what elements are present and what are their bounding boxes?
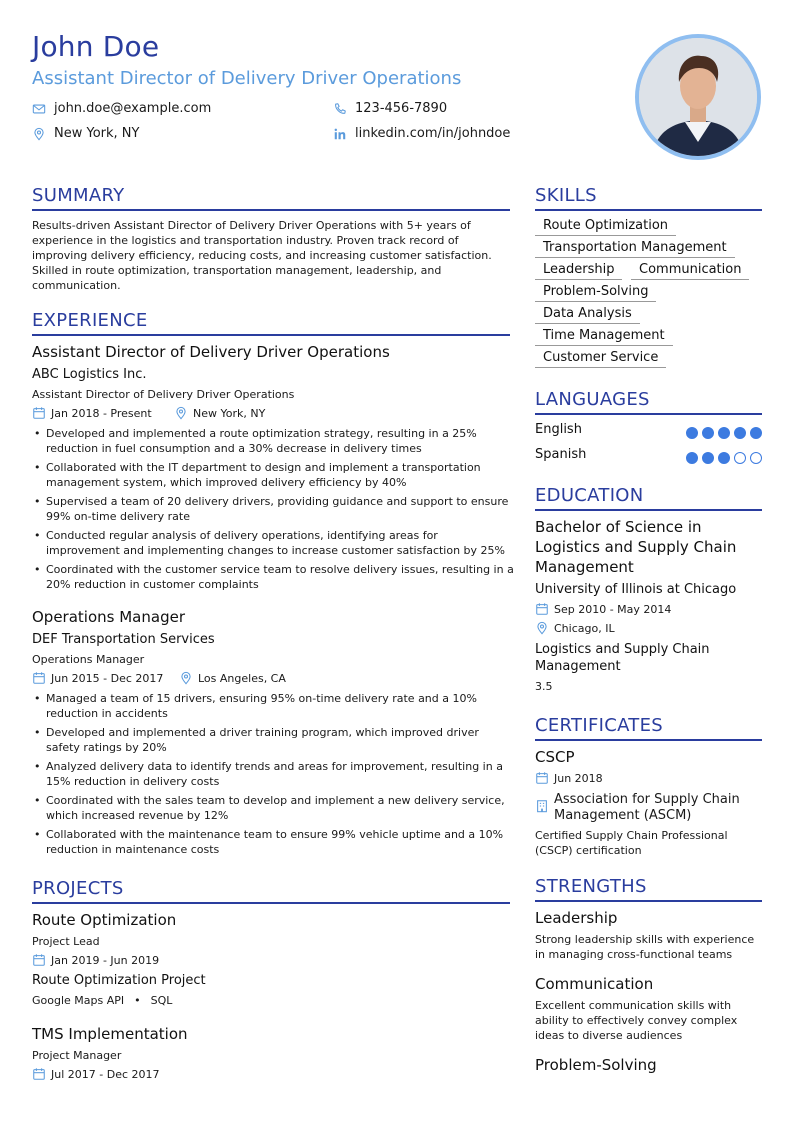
strength-desc: Excellent communication skills with ability to effectively convey complex ideas to diverse audiences	[535, 999, 738, 1042]
tool-separator: •	[134, 994, 141, 1007]
job-title: Assistant Director of Delivery Driver Operations	[32, 343, 390, 361]
projects-heading: PROJECTS	[32, 878, 510, 904]
strength-desc: Strong leadership skills with experience in managing cross-functional teams	[535, 933, 755, 961]
strength-title: Problem-Solving	[535, 1056, 657, 1074]
skills-heading: SKILLS	[535, 185, 762, 211]
map-pin-icon	[179, 671, 193, 685]
job-position: Operations Manager	[32, 653, 145, 666]
job-dates	[32, 671, 163, 685]
certificate-name: CSCP	[535, 748, 575, 766]
job-dates-text: Jan 2018 - Present	[51, 406, 152, 420]
bullet-item: • Developed and implemented a driver training program, which improved driver safety ratings by 20%	[32, 725, 514, 755]
calendar-icon	[535, 602, 549, 616]
project-dates	[32, 1067, 160, 1081]
linkedin-icon	[333, 127, 347, 141]
rating-dot	[734, 427, 746, 439]
phone-contact[interactable]	[333, 101, 447, 116]
bullet-item: • Analyzed delivery data to identify trends and areas for improvement, resulting in a 15% reduction in delivery costs	[32, 759, 514, 789]
project-title: Route Optimization	[32, 911, 177, 929]
project-tool: SQL	[150, 994, 173, 1007]
education-location	[535, 621, 615, 635]
certificate-issuer	[535, 792, 759, 824]
project-role: Project Manager	[32, 1049, 122, 1062]
certificate-date	[535, 771, 603, 785]
location-contact	[32, 126, 139, 141]
calendar-icon	[32, 953, 46, 967]
project-dates-text: Jan 2019 - Jun 2019	[51, 953, 160, 967]
bullet-item: • Collaborated with the maintenance team to ensure 99% vehicle uptime and a 10% reduction in maintenance costs	[32, 827, 514, 857]
job-location	[174, 406, 265, 420]
job-location-text: New York, NY	[193, 406, 266, 420]
job-location	[179, 671, 286, 685]
job-position: Assistant Director of Delivery Driver Operations	[32, 388, 295, 401]
certificate-issuer-text: Association for Supply Chain Management (ASCM)	[554, 792, 740, 823]
skill-tag: Customer Service	[535, 350, 666, 368]
project-title: TMS Implementation	[32, 1025, 188, 1043]
education-dates-text: Sep 2010 - May 2014	[554, 602, 672, 616]
rating-dot	[734, 452, 746, 464]
rating-dot	[702, 427, 714, 439]
project-subtitle: Route Optimization Project	[32, 973, 206, 988]
summary-text: Results-driven Assistant Director of Delivery Driver Operations with 5+ years of experience in the logistics and transportation industry. Proven track record of improving delivery efficiency, reducing costs, and increasing customer satisfaction. Skilled in route optimization, transportation management, leadership, and communication.	[32, 219, 492, 292]
strengths-heading: STRENGTHS	[535, 876, 762, 902]
languages-heading: LANGUAGES	[535, 389, 762, 415]
project-dates	[32, 953, 159, 967]
certificate-date-text: Jun 2018	[554, 771, 603, 785]
education-gpa: 3.5	[535, 680, 553, 693]
education-field: Logistics and Supply Chain Management	[535, 642, 710, 674]
rating-dot	[718, 452, 730, 464]
email-contact[interactable]	[32, 101, 211, 116]
language-rating	[686, 452, 762, 464]
project-tools	[32, 993, 172, 1008]
bullet-item: • Coordinated with the customer service team to resolve delivery issues, resulting in a 20% reduction in customer complaints	[32, 562, 514, 592]
skill-tag: Leadership	[535, 262, 622, 280]
job-company: DEF Transportation Services	[32, 632, 215, 647]
job-dates	[32, 406, 152, 420]
strength-title: Leadership	[535, 909, 618, 927]
candidate-name: John Doe	[32, 30, 160, 63]
rating-dot	[702, 452, 714, 464]
bullet-item: • Coordinated with the sales team to develop and implement a new delivery service, which increased revenue by 12%	[32, 793, 514, 823]
calendar-icon	[32, 671, 46, 685]
location-text: New York, NY	[54, 126, 140, 141]
job-location-text: Los Angeles, CA	[198, 671, 286, 685]
rating-dot	[750, 452, 762, 464]
job-bullets	[32, 691, 514, 861]
language-name: Spanish	[535, 447, 587, 462]
rating-dot	[686, 427, 698, 439]
language-rating	[686, 427, 762, 439]
project-tool: Google Maps API	[32, 994, 125, 1007]
project-dates-text: Jul 2017 - Dec 2017	[51, 1067, 160, 1081]
phone-icon	[333, 102, 347, 116]
skill-tag: Communication	[631, 262, 749, 280]
strength-title: Communication	[535, 975, 654, 993]
education-heading: EDUCATION	[535, 485, 762, 511]
map-pin-icon	[174, 406, 188, 420]
job-bullets	[32, 426, 514, 596]
job-dates-text: Jun 2015 - Dec 2017	[51, 671, 164, 685]
calendar-icon	[535, 771, 549, 785]
building-icon	[535, 799, 549, 813]
map-pin-icon	[535, 621, 549, 635]
profile-photo	[635, 34, 761, 160]
language-name: English	[535, 422, 582, 437]
rating-dot	[718, 427, 730, 439]
education-dates	[535, 602, 671, 616]
summary-heading: SUMMARY	[32, 185, 510, 211]
skill-tag: Data Analysis	[535, 306, 640, 324]
rating-dot	[686, 452, 698, 464]
project-role: Project Lead	[32, 935, 100, 948]
education-school: University of Illinois at Chicago	[535, 582, 737, 597]
linkedin-contact[interactable]	[333, 126, 510, 141]
candidate-title: Assistant Director of Delivery Driver Operations	[32, 68, 462, 89]
job-title: Operations Manager	[32, 608, 185, 626]
skill-tag: Transportation Management	[535, 240, 735, 258]
bullet-item: • Supervised a team of 20 delivery drivers, providing guidance and support to ensure 99% on-time delivery rate	[32, 494, 514, 524]
envelope-icon	[32, 102, 46, 116]
linkedin-text[interactable]: linkedin.com/in/johndoe	[355, 126, 511, 141]
calendar-icon	[32, 406, 46, 420]
calendar-icon	[32, 1067, 46, 1081]
certificate-description: Certified Supply Chain Professional (CSCP) certification	[535, 829, 728, 857]
bullet-item: • Developed and implemented a route optimization strategy, resulting in a 25% reduction in fuel consumption and a 30% decrease in delivery times	[32, 426, 514, 456]
map-pin-icon	[32, 127, 46, 141]
bullet-item: • Collaborated with the IT department to design and implement a transportation management system, which improved delivery efficiency by 40%	[32, 460, 514, 490]
education-degree: Bachelor of Science in Logistics and Supply Chain Management	[535, 518, 737, 576]
experience-heading: EXPERIENCE	[32, 310, 510, 336]
rating-dot	[750, 427, 762, 439]
skill-tag: Problem-Solving	[535, 284, 656, 302]
skill-tag: Time Management	[535, 328, 673, 346]
job-company: ABC Logistics Inc.	[32, 367, 147, 382]
email-text[interactable]: john.doe@example.com	[54, 101, 212, 116]
education-location-text: Chicago, IL	[554, 621, 615, 635]
bullet-item: • Managed a team of 15 drivers, ensuring 95% on-time delivery rate and a 10% reduction in accidents	[32, 691, 514, 721]
skill-tag: Route Optimization	[535, 218, 676, 236]
phone-text[interactable]: 123-456-7890	[355, 101, 448, 116]
bullet-item: • Conducted regular analysis of delivery operations, identifying areas for improvement and implementing changes to increase customer satisfaction by 25%	[32, 528, 514, 558]
certificates-heading: CERTIFICATES	[535, 715, 762, 741]
